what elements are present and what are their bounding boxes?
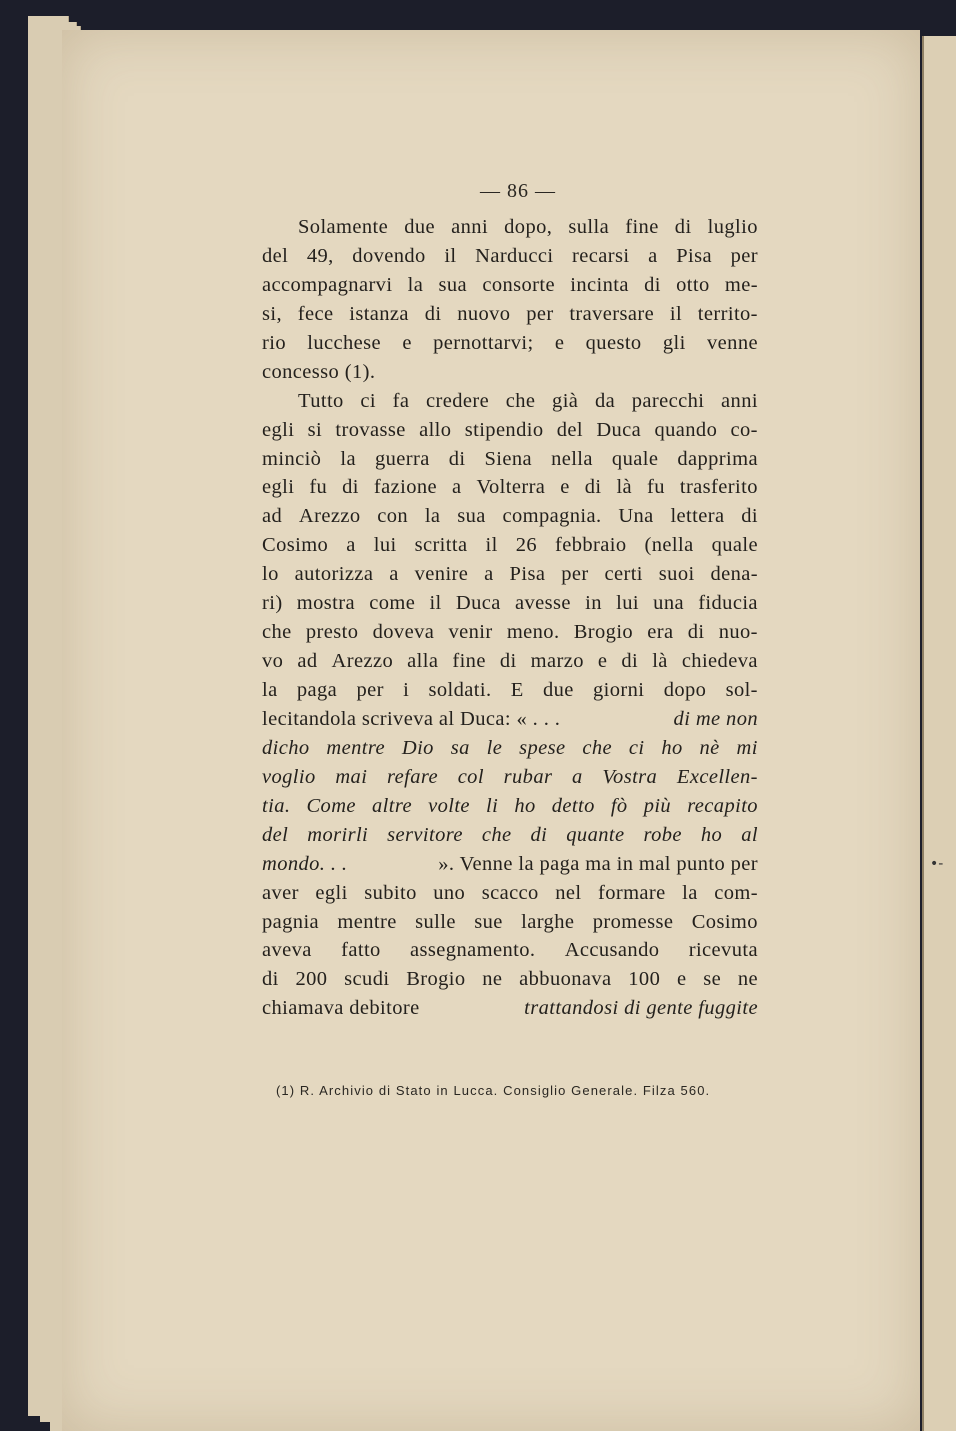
word: detto	[551, 794, 601, 817]
text-body	[262, 213, 758, 1023]
text-segment	[262, 271, 758, 300]
word: 26	[515, 534, 543, 557]
word: a	[389, 563, 405, 586]
word: ho	[700, 823, 728, 846]
word: questo	[585, 331, 648, 354]
word: aveva	[262, 939, 318, 962]
word: ne	[482, 968, 508, 991]
text-segment	[262, 965, 758, 994]
word: avesse	[514, 592, 577, 615]
word: territo-	[697, 302, 758, 325]
text-segment	[262, 647, 758, 676]
text-segment	[262, 936, 758, 965]
word: dena-	[710, 563, 758, 586]
word: di	[644, 273, 667, 296]
word: Excellen-	[676, 765, 758, 788]
word: nuo-	[718, 621, 758, 644]
text-segment	[262, 329, 758, 358]
word: egli	[315, 881, 354, 904]
word: già	[552, 389, 584, 412]
word: se	[703, 968, 727, 991]
word: meno.	[506, 621, 566, 644]
text-line	[262, 531, 758, 560]
word: venir	[448, 621, 499, 644]
word: promesse	[592, 910, 679, 933]
word: fine	[452, 650, 492, 673]
word: Arezzo	[331, 650, 399, 673]
word: Solamente	[298, 216, 394, 238]
text-segment	[262, 676, 758, 705]
word: nè	[699, 736, 726, 759]
text-segment	[262, 618, 758, 647]
text-line	[262, 908, 758, 937]
word: quale	[711, 534, 758, 557]
text-segment	[262, 589, 758, 618]
word: quale	[611, 447, 664, 470]
word: sulla	[568, 216, 615, 238]
word: a	[648, 244, 664, 267]
word: subito	[364, 881, 423, 904]
word: chiedeva	[681, 650, 758, 673]
word: là	[652, 650, 674, 673]
word: ci	[628, 736, 650, 759]
word: uno	[433, 881, 471, 904]
word: a	[451, 476, 467, 499]
word: ri)	[262, 592, 289, 615]
word: Arezzo	[298, 505, 367, 528]
word: sulle	[415, 910, 462, 933]
word: robe	[643, 823, 688, 846]
word: del	[556, 418, 589, 441]
word: giorni	[593, 679, 650, 701]
word: fò	[610, 794, 634, 817]
word: di	[741, 505, 758, 528]
word: lui	[616, 592, 645, 615]
word: parecchi	[631, 389, 710, 412]
word: dicho	[262, 736, 316, 759]
word: dapprima	[677, 447, 758, 470]
word: la	[682, 881, 704, 904]
text-segment	[262, 908, 758, 937]
word: per	[730, 244, 758, 267]
word: trasferito	[679, 476, 758, 499]
word: vo	[262, 650, 289, 673]
word: sol-	[725, 679, 758, 701]
word: egli	[262, 418, 300, 441]
word: 49,	[306, 244, 340, 267]
word: fu	[647, 476, 671, 499]
text-segment	[262, 416, 758, 445]
word: scacco	[481, 881, 545, 904]
text-line	[262, 965, 758, 994]
word: la	[424, 505, 446, 528]
word: il	[444, 244, 463, 267]
word: per	[356, 679, 390, 701]
word: in	[585, 592, 608, 615]
word: volte	[428, 794, 476, 817]
word: incinta	[570, 273, 635, 296]
word: il	[429, 592, 448, 615]
word: aver	[262, 881, 305, 904]
word: formare	[597, 881, 672, 904]
text-line	[262, 647, 758, 676]
word: certi	[604, 563, 649, 586]
word: scudi	[344, 968, 395, 991]
word: spese	[519, 736, 571, 759]
page-number: — 86 —	[480, 180, 556, 202]
text-line	[262, 416, 758, 445]
word: otto	[676, 273, 716, 296]
text-line	[262, 329, 758, 358]
word: marzo	[530, 650, 590, 673]
word: traversare	[569, 302, 660, 325]
word: altre	[372, 794, 418, 817]
text-line	[262, 502, 758, 531]
word: refare	[387, 765, 444, 788]
word: Cosimo	[262, 534, 334, 557]
text-line	[262, 445, 758, 474]
text-line	[262, 763, 758, 792]
word: Brogio	[406, 968, 472, 991]
word: sue	[474, 910, 509, 933]
word: di	[424, 302, 447, 325]
word: Tutto	[298, 389, 350, 412]
word: sua	[457, 505, 492, 528]
word: una	[653, 592, 690, 615]
word: abbuonava	[519, 968, 618, 991]
footnote: (1) R. Archivio di Stato in Lucca. Consiglio Generale. Filza 560.	[276, 1083, 711, 1098]
italic-quote-segment: di me non	[673, 707, 758, 730]
word: il	[669, 302, 688, 325]
word: dopo	[663, 679, 712, 701]
word: di	[687, 621, 711, 644]
text-segment	[262, 531, 758, 560]
text-line	[262, 879, 758, 908]
word: Come	[306, 794, 362, 817]
text-segment: chiamava debitore	[262, 997, 420, 1020]
word: larghe	[521, 910, 580, 933]
word: anni	[721, 389, 758, 412]
italic-quote-segment	[262, 734, 758, 763]
word: mentre	[326, 736, 391, 759]
word: compagnia.	[502, 505, 608, 528]
word: i	[403, 679, 415, 701]
word: stipendio	[464, 418, 550, 441]
word: come	[369, 592, 421, 615]
text-line	[262, 618, 758, 647]
word: Pisa	[676, 244, 718, 267]
word: fatto	[341, 939, 387, 962]
word: nella	[551, 447, 599, 470]
word: allo	[419, 418, 457, 441]
word: gli	[662, 331, 692, 354]
text-segment	[262, 445, 758, 474]
word: da	[594, 389, 621, 412]
word: Dio	[401, 736, 440, 759]
word: servitore	[387, 823, 469, 846]
word: più	[643, 794, 677, 817]
text-segment	[298, 387, 758, 416]
word: fazione	[373, 476, 443, 499]
italic-quote-segment	[262, 792, 758, 821]
word: nuovo	[457, 302, 516, 325]
word: luglio	[707, 216, 758, 238]
word: di	[584, 476, 608, 499]
word: mostra	[296, 592, 361, 615]
word: dovendo	[352, 244, 432, 267]
word: la	[407, 273, 429, 296]
text-line	[262, 734, 758, 763]
word: che	[505, 389, 541, 412]
word: e	[554, 331, 570, 354]
word: là	[616, 476, 638, 499]
word: quando	[654, 418, 723, 441]
word: fu	[309, 476, 333, 499]
word: per	[526, 302, 560, 325]
word: a	[346, 534, 362, 557]
word: ad	[262, 505, 288, 528]
word: Narducci	[475, 244, 559, 267]
text-segment	[262, 473, 758, 502]
word: era	[647, 621, 680, 644]
text-segment	[262, 300, 758, 329]
word: Pisa	[509, 563, 551, 586]
word: col	[457, 765, 490, 788]
word: egli	[262, 476, 300, 499]
word: la	[340, 447, 362, 470]
text-line	[262, 589, 758, 618]
word: lo	[262, 563, 285, 586]
word: Una	[618, 505, 660, 528]
word: pagnia	[262, 910, 325, 933]
word: lucchese	[307, 331, 387, 354]
text-segment: ». Venne la paga ma in mal punto per	[438, 852, 758, 875]
word: per	[561, 563, 595, 586]
text-line	[262, 705, 758, 734]
word: a	[572, 765, 589, 788]
word: guerra	[374, 447, 436, 470]
word: ad	[297, 650, 324, 673]
word: di	[499, 650, 523, 673]
text-line	[262, 792, 758, 821]
word: suoi	[658, 563, 701, 586]
italic-quote-segment	[262, 763, 758, 792]
word: venne	[707, 331, 758, 354]
word: si,	[262, 302, 288, 325]
word: del	[262, 823, 294, 846]
text-line	[262, 676, 758, 705]
word: con	[377, 505, 414, 528]
word: le	[486, 736, 508, 759]
word: istanza	[349, 302, 415, 325]
word: presto	[305, 621, 364, 644]
word: e	[597, 650, 613, 673]
word: (nella	[644, 534, 700, 557]
word: il	[485, 534, 504, 557]
text-segment: concesso (1).	[262, 360, 376, 383]
word: del	[262, 244, 294, 267]
word: scritta	[414, 534, 473, 557]
word: rubar	[503, 765, 558, 788]
text-line	[262, 213, 758, 242]
word: febbraio	[555, 534, 633, 557]
italic-quote-segment	[262, 821, 758, 850]
text-line	[262, 560, 758, 589]
text-line	[262, 473, 758, 502]
word: la	[262, 679, 284, 701]
word: di	[262, 968, 285, 991]
text-line	[262, 387, 758, 416]
word: soldati.	[428, 679, 497, 701]
word: E	[510, 679, 530, 701]
word: a	[484, 563, 500, 586]
word: al	[741, 823, 758, 846]
word: che	[481, 823, 518, 846]
italic-quote-segment: mondo. . .	[262, 852, 348, 875]
word: lettera	[670, 505, 730, 528]
margin-mark: •-	[930, 856, 944, 872]
word: di	[342, 476, 365, 499]
word: fece	[297, 302, 339, 325]
word: fa	[392, 389, 415, 412]
text-segment	[262, 879, 758, 908]
word: sua	[438, 273, 473, 296]
italic-quote-segment: trattandosi di gente fuggite	[524, 997, 758, 1020]
word: ne	[737, 968, 758, 991]
word: nel	[555, 881, 587, 904]
text-line	[262, 271, 758, 300]
word: alla	[407, 650, 444, 673]
word: co-	[730, 418, 758, 441]
word: di	[448, 447, 472, 470]
word: assegnamento.	[410, 939, 541, 962]
word: li	[486, 794, 504, 817]
word: di	[621, 650, 644, 673]
word: e	[560, 476, 576, 499]
word: mi	[736, 736, 758, 759]
word: ho	[661, 736, 689, 759]
word: due	[404, 216, 441, 238]
adjacent-page-edge	[922, 36, 956, 1431]
word: morirli	[307, 823, 374, 846]
word: Cosimo	[691, 910, 758, 933]
word: mentre	[337, 910, 403, 933]
word: Duca	[596, 418, 647, 441]
word: Duca	[455, 592, 507, 615]
word: ho	[514, 794, 542, 817]
word: 200	[295, 968, 333, 991]
word: e	[402, 331, 418, 354]
word: di	[530, 823, 553, 846]
word: trovasse	[335, 418, 412, 441]
word: ricevuta	[688, 939, 758, 962]
word: Brogio	[573, 621, 639, 644]
text-line	[262, 821, 758, 850]
word: accompagnarvi	[262, 273, 398, 296]
text-line	[262, 358, 758, 387]
word: che	[262, 621, 298, 644]
word: si	[307, 418, 328, 441]
word: Vostra	[602, 765, 663, 788]
word: minciò	[262, 447, 327, 470]
word: 100	[628, 968, 666, 991]
word: autorizza	[294, 563, 379, 586]
word: tia.	[262, 794, 296, 817]
text-segment	[262, 560, 758, 589]
word: lui	[373, 534, 403, 557]
word: pernottarvi;	[433, 331, 540, 354]
word: dopo,	[504, 216, 558, 238]
text-line	[262, 850, 758, 879]
word: Accusando	[564, 939, 665, 962]
text-segment	[262, 502, 758, 531]
word: me-	[724, 273, 758, 296]
word: consorte	[482, 273, 561, 296]
word: doveva	[372, 621, 440, 644]
word: paga	[296, 679, 343, 701]
text-line	[262, 994, 758, 1023]
text-segment	[262, 242, 758, 271]
word: di	[674, 216, 698, 238]
text-segment: lecitandola scriveva al Duca: « . . .	[262, 707, 561, 730]
word: sa	[450, 736, 476, 759]
word: rio	[262, 331, 292, 354]
word: voglio	[262, 765, 322, 788]
word: fine	[625, 216, 665, 238]
word: fiducia	[698, 592, 758, 615]
word: due	[542, 679, 580, 701]
word: com-	[714, 881, 758, 904]
word: e	[676, 968, 692, 991]
text-line	[262, 300, 758, 329]
word: mai	[335, 765, 373, 788]
word: che	[582, 736, 618, 759]
text-segment	[298, 213, 758, 242]
word: quante	[566, 823, 630, 846]
word: recapito	[687, 794, 758, 817]
text-line	[262, 936, 758, 965]
text-line	[262, 242, 758, 271]
word: Volterra	[476, 476, 551, 499]
word: venire	[414, 563, 474, 586]
word: anni	[451, 216, 494, 238]
word: credere	[425, 389, 495, 412]
word: ci	[360, 389, 382, 412]
word: recarsi	[572, 244, 635, 267]
word: Siena	[484, 447, 538, 470]
